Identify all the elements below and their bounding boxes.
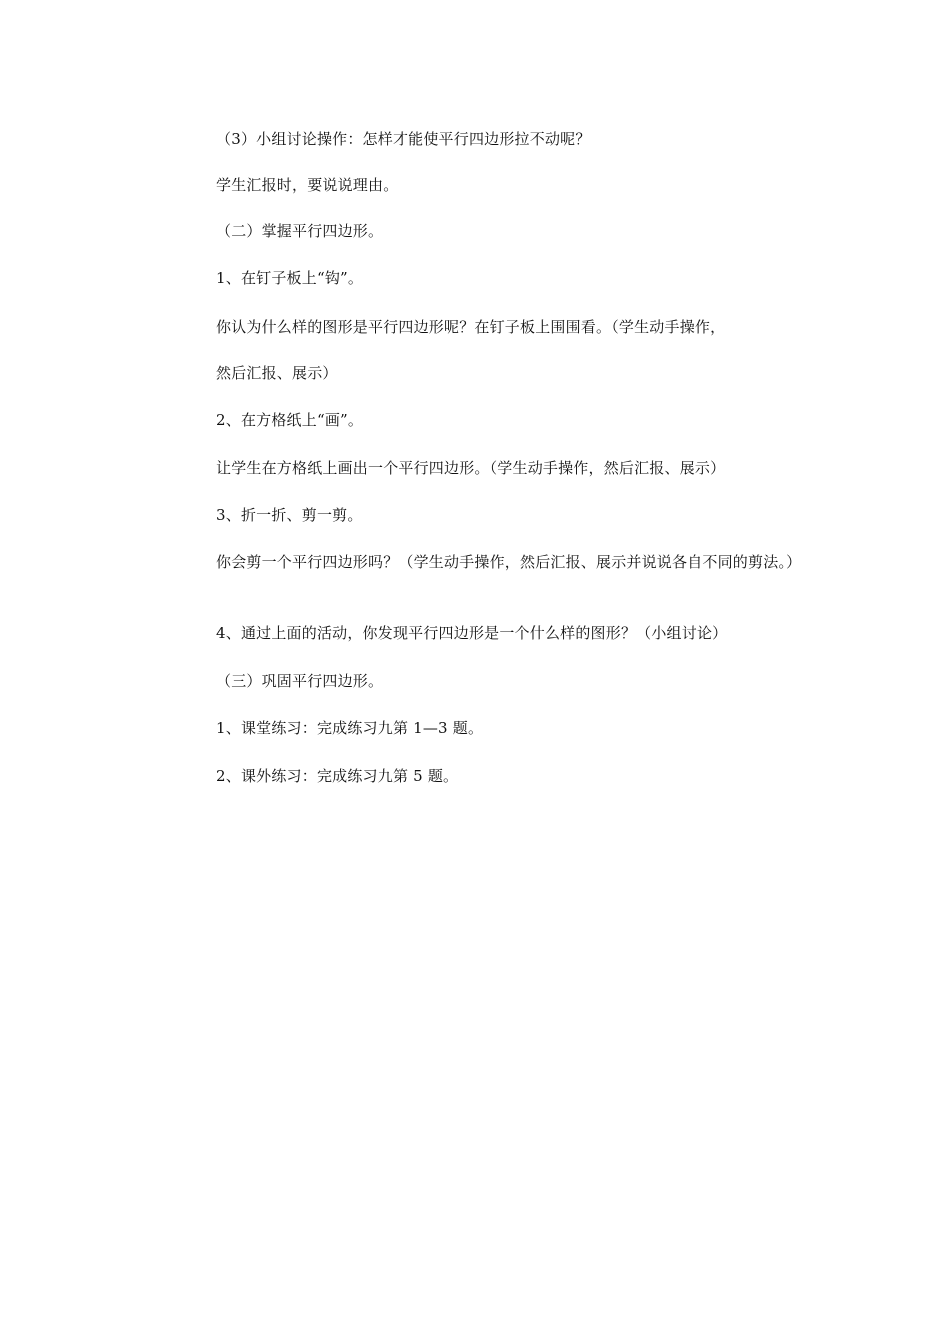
text-line-grid-paper: 2、在方格纸上“画”。 bbox=[216, 411, 364, 429]
text-line-homework-exercise: 2、课外练习：完成练习九第 5 题。 bbox=[216, 767, 459, 785]
text-line-student-report: 学生汇报时，要说说理由。 bbox=[216, 176, 399, 194]
text-line-grid-paper-task: 让学生在方格纸上画出一个平行四边形。（学生动手操作，然后汇报、展示） bbox=[216, 459, 726, 477]
text-line-group-discussion: （3）小组讨论操作：怎样才能使平行四边形拉不动呢？ bbox=[216, 130, 591, 148]
section-heading-master: （二）掌握平行四边形。 bbox=[216, 222, 384, 240]
text-line-nail-board-continued: 然后汇报、展示） bbox=[216, 364, 338, 382]
text-line-class-exercise: 1、课堂练习：完成练习九第 1—3 题。 bbox=[216, 719, 484, 737]
text-paragraph-cut-question: 你会剪一个平行四边形吗？（学生动手操作，然后汇报、展示并说说各自不同的剪法。） bbox=[216, 553, 802, 571]
section-heading-consolidate: （三）巩固平行四边形。 bbox=[216, 672, 384, 690]
text-line-fold-cut: 3、折一折、剪一剪。 bbox=[216, 506, 363, 524]
text-line-nail-board: 1、在钉子板上“钩”。 bbox=[216, 269, 364, 287]
text-line-activity-discovery: 4、通过上面的活动，你发现平行四边形是一个什么样的图形？（小组讨论） bbox=[216, 624, 728, 642]
text-line-nail-board-question: 你认为什么样的图形是平行四边形呢？在钉子板上围围看。（学生动手操作， bbox=[216, 318, 726, 336]
